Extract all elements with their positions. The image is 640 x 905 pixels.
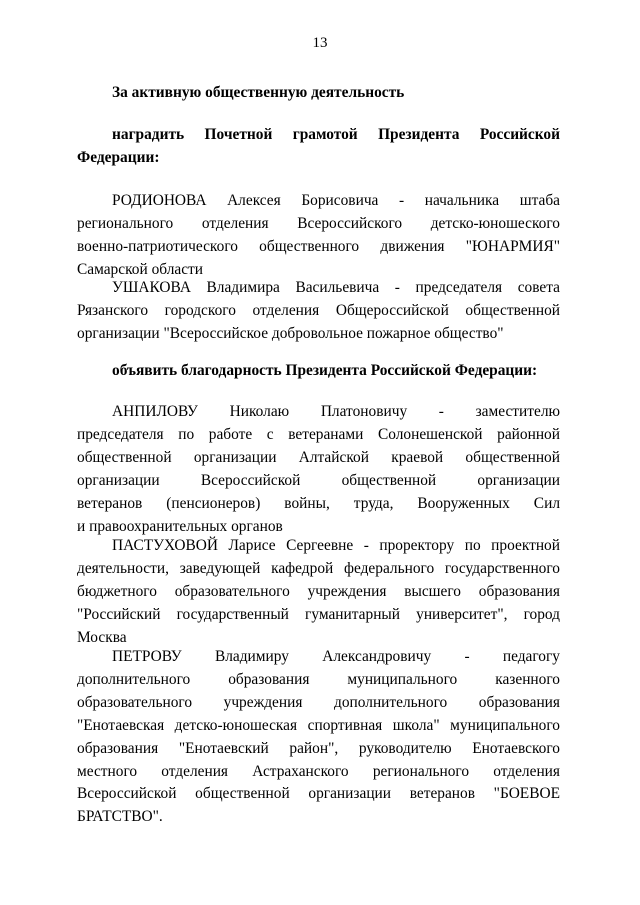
person-line: регионального отделения Всероссийского детско-юношеского bbox=[77, 214, 560, 232]
person-line: УШАКОВА Владимира Васильевича - председателя совета bbox=[112, 279, 560, 296]
person-line: деятельности, заведующей кафедрой федерального государственного bbox=[77, 559, 560, 577]
person-entry-anpilov bbox=[77, 401, 560, 538]
person-line: общественной организации Алтайской краевой общественной bbox=[77, 448, 560, 466]
person-line: председателя по работе с ветеранами Солонешенской районной bbox=[77, 425, 560, 443]
person-line: образования "Енотаевский район", руководителю Енотаевского bbox=[77, 739, 560, 757]
person-line: ПЕТРОВУ Владимиру Александровичу - педагогу bbox=[112, 648, 560, 665]
person-line: АНПИЛОВУ Николаю Платоновичу - заместителю bbox=[112, 403, 560, 420]
person-entry-pastukhova bbox=[77, 535, 560, 650]
page-number: 13 bbox=[312, 35, 328, 51]
person-entry-ushakov bbox=[77, 277, 560, 346]
person-line: Москва bbox=[77, 628, 127, 646]
person-line: дополнительного образования муниципального казенного bbox=[77, 670, 560, 688]
person-line: организации Всероссийской общественной организации bbox=[77, 471, 560, 489]
person-line: Всероссийской общественной организации ветеранов "БОЕВОЕ bbox=[77, 785, 560, 803]
person-line: образовательного учреждения дополнительного образования bbox=[77, 693, 560, 711]
person-line: "Российский государственный гуманитарный университет", город bbox=[77, 605, 560, 623]
person-line: РОДИОНОВА Алексея Борисовича - начальника штаба bbox=[112, 192, 560, 209]
person-line: БРАТСТВО". bbox=[77, 808, 163, 826]
person-line: местного отделения Астраханского регионального отделения bbox=[77, 762, 560, 780]
award-line: наградить Почетной грамотой Президента Российской bbox=[112, 126, 560, 143]
person-line: Рязанского городского отделения Общероссийской общественной bbox=[77, 301, 560, 319]
person-line: бюджетного образовательного учреждения высшего образования bbox=[77, 582, 560, 600]
award-line: Федерации: bbox=[77, 148, 160, 166]
person-entry-petrov bbox=[77, 646, 560, 829]
person-line: ветеранов (пенсионеров) войны, труда, Вооруженных Сил bbox=[77, 494, 560, 512]
person-line: военно-патриотического общественного движения "ЮНАРМИЯ" bbox=[77, 237, 560, 255]
award-paragraph-gratitude: объявить благодарность Президента Российской Федерации: bbox=[112, 362, 538, 379]
section-heading: За активную общественную деятельность bbox=[112, 84, 405, 101]
person-line: ПАСТУХОВОЙ Ларисе Сергеевне - проректору по проектной bbox=[112, 537, 560, 554]
person-line: организации "Всероссийское добровольное пожарное общество" bbox=[77, 324, 504, 342]
person-line: Самарской области bbox=[77, 260, 204, 278]
person-entry-rodionov bbox=[77, 190, 560, 282]
award-paragraph-honor-certificate bbox=[77, 124, 560, 170]
person-line: "Енотаевская детско-юношеская спортивная школа" муниципального bbox=[77, 716, 560, 734]
person-line: и правоохранительных органов bbox=[77, 517, 283, 535]
